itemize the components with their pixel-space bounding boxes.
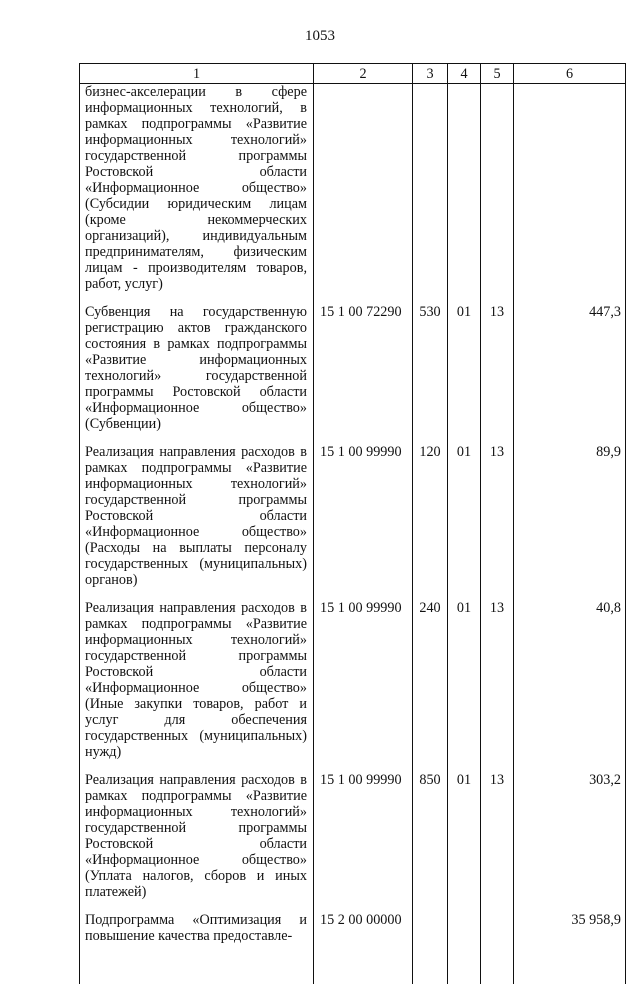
budget-table — [79, 63, 626, 984]
table-row — [80, 84, 626, 305]
row-description: Субвенция на государственную регистрацию актов гражданского состояния в рамках подпрограммы «Развитие информационных технологий» государственной программы Ростовской области «Информационное общество» (Субвенции) — [80, 304, 314, 444]
column-header-3: 3 — [413, 64, 448, 84]
row-subsection: 13 — [481, 444, 514, 600]
row-amount: 447,3 — [514, 304, 626, 444]
row-code: 15 2 00 00000 — [314, 912, 413, 984]
column-header-6: 6 — [514, 64, 626, 84]
row-subsection: 13 — [481, 304, 514, 444]
page-number: 1053 — [305, 28, 335, 44]
row-code: 15 1 00 72290 — [314, 304, 413, 444]
column-header-1: 1 — [80, 64, 314, 84]
table-header-row — [80, 64, 626, 84]
row-amount: 35 958,9 — [514, 912, 626, 984]
row-expense-type: 240 — [413, 600, 448, 772]
row-code: 15 1 00 99990 — [314, 600, 413, 772]
row-section: 01 — [448, 772, 481, 912]
table-row — [80, 912, 626, 984]
row-section: 01 — [448, 600, 481, 772]
row-code — [314, 84, 413, 305]
row-amount: 89,9 — [514, 444, 626, 600]
column-header-5: 5 — [481, 64, 514, 84]
table-row — [80, 304, 626, 444]
row-description: Подпрограмма «Оптимизация и повышение качества предоставле- — [80, 912, 314, 984]
column-header-4: 4 — [448, 64, 481, 84]
table-row — [80, 772, 626, 912]
row-description: бизнес-акселерации в сфере информационных технологий, в рамках подпрограммы «Развитие информационных технологий» государственной программы Ростовской области «Информационное общество» (Субсидии юридическим лицам (кроме некоммерческих организаций), индивидуальным предпринимателям, физическим лицам - производителям товаров, работ, услуг) — [80, 84, 314, 305]
column-header-2: 2 — [314, 64, 413, 84]
row-amount: 40,8 — [514, 600, 626, 772]
row-section: 01 — [448, 444, 481, 600]
table-row — [80, 600, 626, 772]
row-section — [448, 84, 481, 305]
row-subsection: 13 — [481, 600, 514, 772]
row-amount — [514, 84, 626, 305]
table-row — [80, 444, 626, 600]
row-section: 01 — [448, 304, 481, 444]
row-code: 15 1 00 99990 — [314, 444, 413, 600]
row-expense-type: 120 — [413, 444, 448, 600]
row-subsection: 13 — [481, 772, 514, 912]
row-description: Реализация направления расходов в рамках подпрограммы «Развитие информационных технологий» государственной программы Ростовской области «Информационное общество» (Уплата налогов, сборов и иных платежей) — [80, 772, 314, 912]
row-subsection — [481, 912, 514, 984]
row-amount: 303,2 — [514, 772, 626, 912]
row-description: Реализация направления расходов в рамках подпрограммы «Развитие информационных технологий» государственной программы Ростовской области «Информационное общество» (Иные закупки товаров, работ и услуг для обеспечения государственных (муниципальных) нужд) — [80, 600, 314, 772]
row-subsection — [481, 84, 514, 305]
row-expense-type — [413, 84, 448, 305]
row-description: Реализация направления расходов в рамках подпрограммы «Развитие информационных технологий» государственной программы Ростовской области «Информационное общество» (Расходы на выплаты персоналу государственных (муниципальных) органов) — [80, 444, 314, 600]
row-expense-type: 530 — [413, 304, 448, 444]
row-section — [448, 912, 481, 984]
row-code: 15 1 00 99990 — [314, 772, 413, 912]
row-expense-type: 850 — [413, 772, 448, 912]
row-expense-type — [413, 912, 448, 984]
